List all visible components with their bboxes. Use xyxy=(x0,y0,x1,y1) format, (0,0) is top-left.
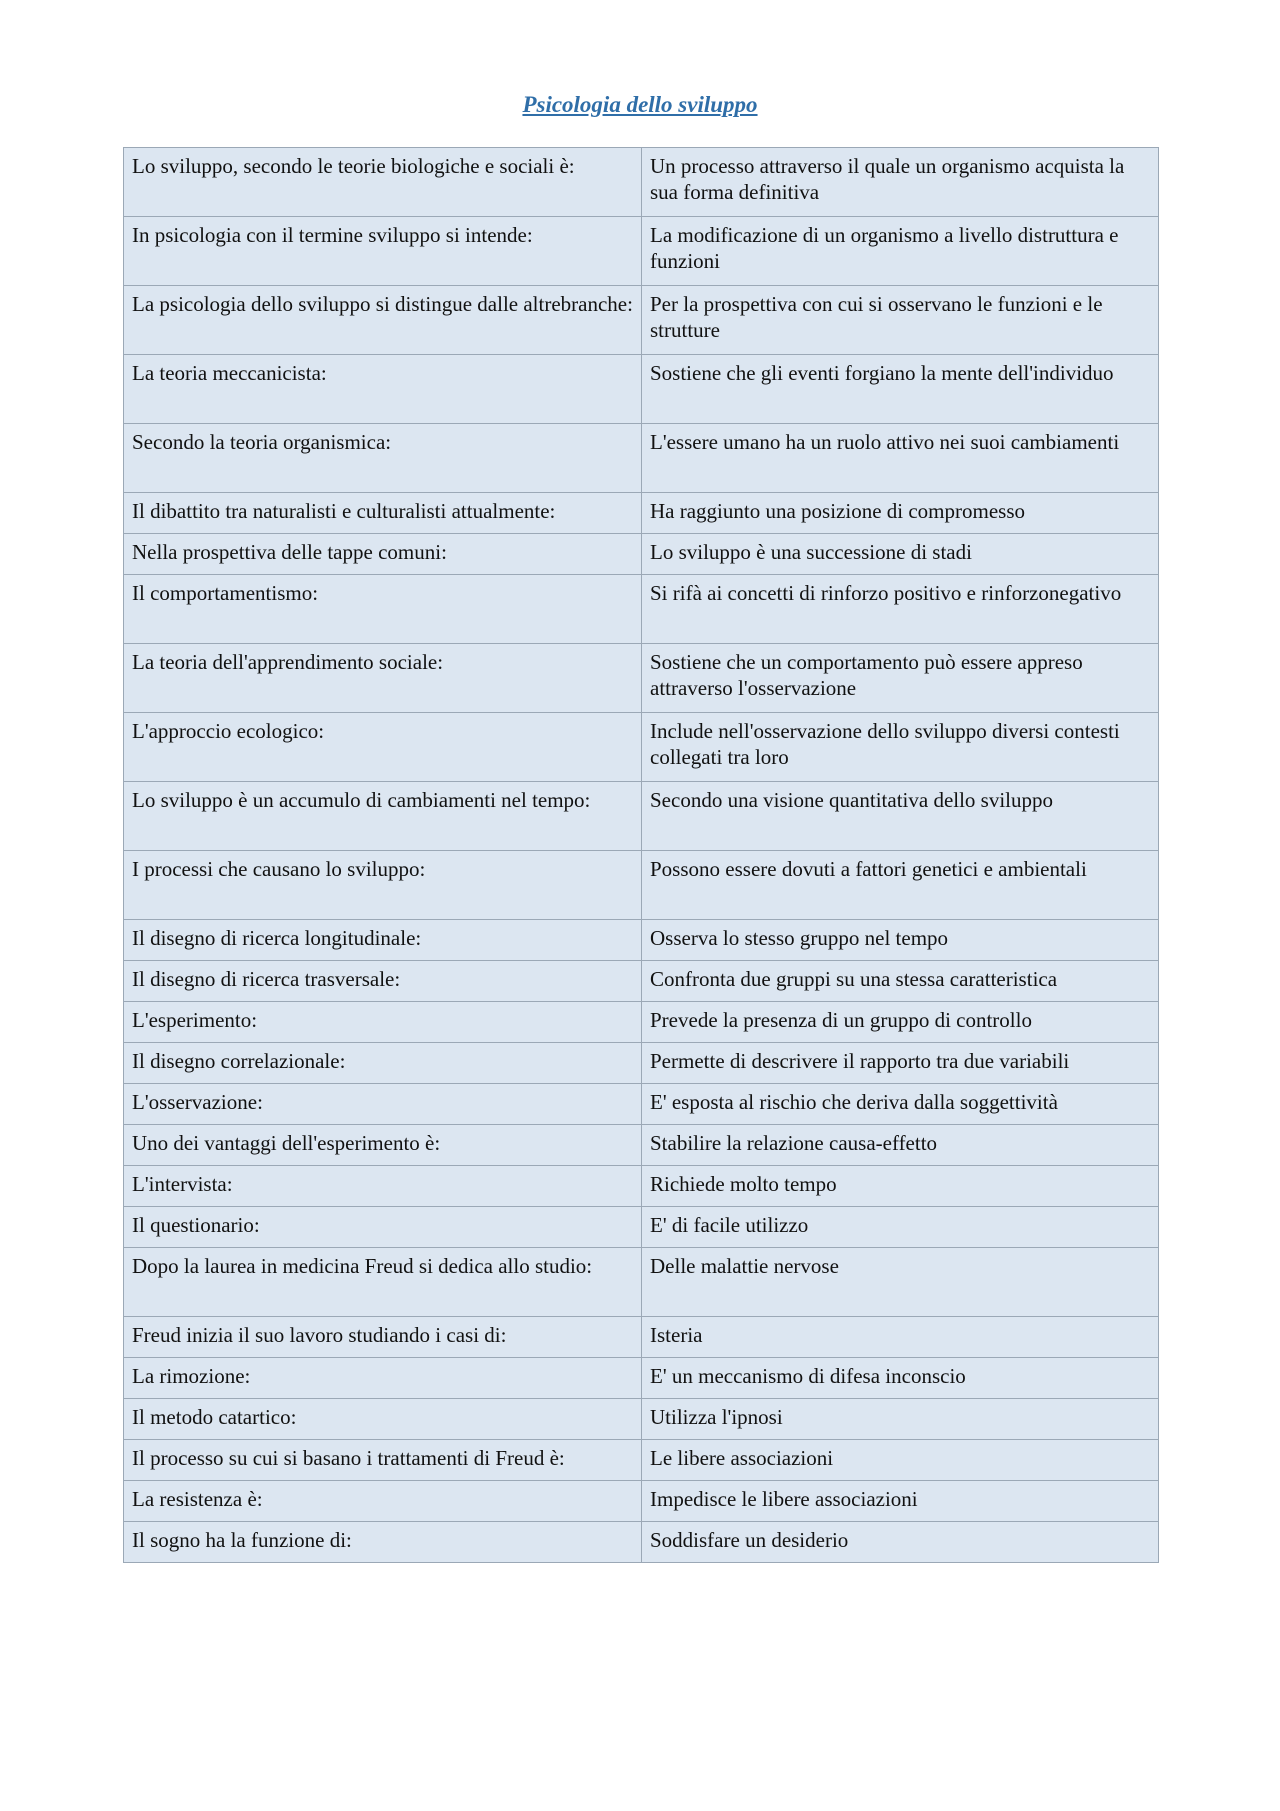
question-cell: Il sogno ha la funzione di: xyxy=(124,1522,642,1563)
table-row xyxy=(124,1248,1159,1317)
question-cell: La resistenza è: xyxy=(124,1481,642,1522)
question-cell: La psicologia dello sviluppo si distingue dalle altrebranche: xyxy=(124,286,642,355)
question-cell: Dopo la laurea in medicina Freud si dedica allo studio: xyxy=(124,1248,642,1317)
table-row xyxy=(124,961,1159,1002)
answer-cell: L'essere umano ha un ruolo attivo nei suoi cambiamenti xyxy=(642,424,1159,493)
question-cell: L'approccio ecologico: xyxy=(124,713,642,782)
question-cell: Freud inizia il suo lavoro studiando i casi di: xyxy=(124,1317,642,1358)
question-cell: Il disegno di ricerca trasversale: xyxy=(124,961,642,1002)
question-cell: L'esperimento: xyxy=(124,1002,642,1043)
answer-cell: Isteria xyxy=(642,1317,1159,1358)
question-cell: I processi che causano lo sviluppo: xyxy=(124,851,642,920)
question-cell: Il processo su cui si basano i trattamenti di Freud è: xyxy=(124,1440,642,1481)
table-row xyxy=(124,286,1159,355)
qa-table-body xyxy=(124,148,1159,1563)
question-cell: L'intervista: xyxy=(124,1166,642,1207)
table-row xyxy=(124,1440,1159,1481)
answer-cell: Ha raggiunto una posizione di compromesso xyxy=(642,493,1159,534)
question-cell: La teoria dell'apprendimento sociale: xyxy=(124,644,642,713)
answer-cell: Permette di descrivere il rapporto tra due variabili xyxy=(642,1043,1159,1084)
question-cell: La teoria meccanicista: xyxy=(124,355,642,424)
table-row xyxy=(124,217,1159,286)
answer-cell: Delle malattie nervose xyxy=(642,1248,1159,1317)
question-cell: Il disegno di ricerca longitudinale: xyxy=(124,920,642,961)
question-cell: Il disegno correlazionale: xyxy=(124,1043,642,1084)
question-cell: In psicologia con il termine sviluppo si intende: xyxy=(124,217,642,286)
table-row xyxy=(124,575,1159,644)
table-row xyxy=(124,1125,1159,1166)
question-cell: Il dibattito tra naturalisti e culturalisti attualmente: xyxy=(124,493,642,534)
question-cell: Il comportamentismo: xyxy=(124,575,642,644)
table-row xyxy=(124,644,1159,713)
answer-cell: La modificazione di un organismo a livello distruttura e funzioni xyxy=(642,217,1159,286)
table-row xyxy=(124,355,1159,424)
answer-cell: Sostiene che un comportamento può essere appreso attraverso l'osservazione xyxy=(642,644,1159,713)
question-cell: Lo sviluppo è un accumulo di cambiamenti nel tempo: xyxy=(124,782,642,851)
table-row xyxy=(124,493,1159,534)
answer-cell: Osserva lo stesso gruppo nel tempo xyxy=(642,920,1159,961)
answer-cell: Sostiene che gli eventi forgiano la mente dell'individuo xyxy=(642,355,1159,424)
answer-cell: Soddisfare un desiderio xyxy=(642,1522,1159,1563)
table-row xyxy=(124,1166,1159,1207)
document-title: Psicologia dello sviluppo xyxy=(522,92,758,117)
question-cell: Secondo la teoria organismica: xyxy=(124,424,642,493)
answer-cell: Confronta due gruppi su una stessa caratteristica xyxy=(642,961,1159,1002)
answer-cell: Lo sviluppo è una successione di stadi xyxy=(642,534,1159,575)
table-row xyxy=(124,534,1159,575)
table-row xyxy=(124,782,1159,851)
answer-cell: Prevede la presenza di un gruppo di controllo xyxy=(642,1002,1159,1043)
table-row xyxy=(124,1317,1159,1358)
qa-table xyxy=(123,147,1159,1563)
table-row xyxy=(124,713,1159,782)
table-row xyxy=(124,1358,1159,1399)
answer-cell: Utilizza l'ipnosi xyxy=(642,1399,1159,1440)
question-cell: L'osservazione: xyxy=(124,1084,642,1125)
answer-cell: E' esposta al rischio che deriva dalla soggettività xyxy=(642,1084,1159,1125)
answer-cell: Le libere associazioni xyxy=(642,1440,1159,1481)
table-row xyxy=(124,424,1159,493)
question-cell: Uno dei vantaggi dell'esperimento è: xyxy=(124,1125,642,1166)
answer-cell: Impedisce le libere associazioni xyxy=(642,1481,1159,1522)
table-row xyxy=(124,920,1159,961)
question-cell: Nella prospettiva delle tappe comuni: xyxy=(124,534,642,575)
table-row xyxy=(124,148,1159,217)
table-row xyxy=(124,1002,1159,1043)
answer-cell: Un processo attraverso il quale un organismo acquista la sua forma definitiva xyxy=(642,148,1159,217)
table-row xyxy=(124,1399,1159,1440)
question-cell: Lo sviluppo, secondo le teorie biologiche e sociali è: xyxy=(124,148,642,217)
answer-cell: Include nell'osservazione dello sviluppo diversi contesti collegati tra loro xyxy=(642,713,1159,782)
table-row xyxy=(124,1522,1159,1563)
answer-cell: E' di facile utilizzo xyxy=(642,1207,1159,1248)
table-row xyxy=(124,1207,1159,1248)
question-cell: La rimozione: xyxy=(124,1358,642,1399)
table-row xyxy=(124,1481,1159,1522)
answer-cell: Si rifà ai concetti di rinforzo positivo e rinforzonegativo xyxy=(642,575,1159,644)
answer-cell: E' un meccanismo di difesa inconscio xyxy=(642,1358,1159,1399)
table-row xyxy=(124,1084,1159,1125)
answer-cell: Richiede molto tempo xyxy=(642,1166,1159,1207)
answer-cell: Secondo una visione quantitativa dello sviluppo xyxy=(642,782,1159,851)
question-cell: Il questionario: xyxy=(124,1207,642,1248)
table-row xyxy=(124,851,1159,920)
answer-cell: Per la prospettiva con cui si osservano le funzioni e le strutture xyxy=(642,286,1159,355)
question-cell: Il metodo catartico: xyxy=(124,1399,642,1440)
table-row xyxy=(124,1043,1159,1084)
answer-cell: Stabilire la relazione causa-effetto xyxy=(642,1125,1159,1166)
answer-cell: Possono essere dovuti a fattori genetici e ambientali xyxy=(642,851,1159,920)
